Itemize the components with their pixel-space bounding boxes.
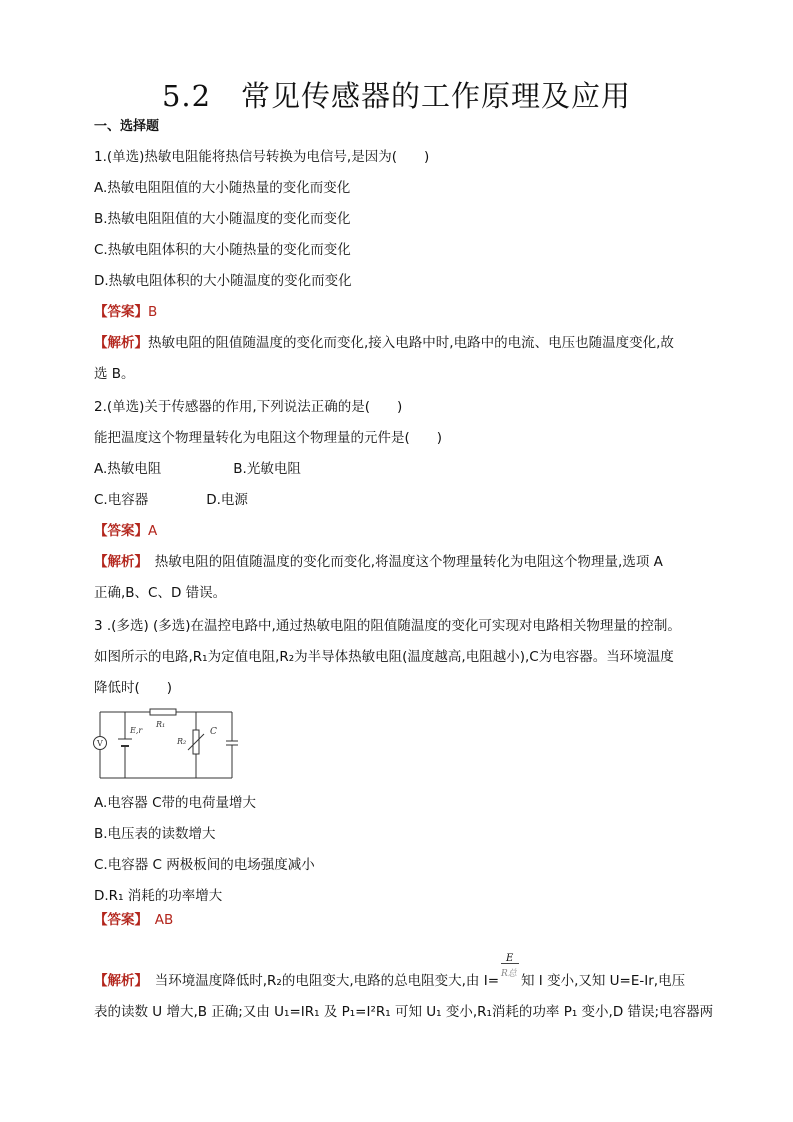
q1-option-b: B.热敏电阻阻值的大小随温度的变化而变化 [94, 211, 351, 227]
q2-stem: 2.(单选)关于传感器的作用,下列说法正确的是( ) [94, 399, 403, 415]
q2-analysis-cont: 正确,B、C、D 错误。 [94, 585, 227, 601]
q1-option-a: A.热敏电阻阻值的大小随热量的变化而变化 [94, 180, 351, 196]
answer-value: A [148, 523, 158, 539]
r1-label: R₁ [156, 720, 166, 729]
section-heading: 一、选择题 [94, 119, 160, 134]
q1-stem: 1.(单选)热敏电阻能将热信号转换为电信号,是因为( ) [94, 149, 430, 165]
q2-options-row1 [94, 460, 704, 478]
q2-options-row2 [94, 491, 704, 509]
fraction-denominator: R总 [501, 969, 517, 979]
answer-value: B [148, 304, 158, 320]
q3-option-a: A.电容器 C带的电荷量增大 [94, 795, 257, 811]
analysis-label: 【解析】 [94, 335, 148, 351]
q1-analysis-cont: 选 B。 [94, 366, 135, 382]
source-label: E,r [130, 726, 143, 735]
q1-option-c: C.热敏电阻体积的大小随热量的变化而变化 [94, 242, 351, 258]
q3-analysis-cont: 表的读数 U 增大,B 正确;又由 U₁=IR₁ 及 P₁=I²R₁ 可知 U₁ 变小,R₁消耗的功率 P₁ 变小,D 错误;电容器两 [94, 1004, 714, 1020]
q3-stem-2: 如图所示的电路,R₁为定值电阻,R₂为半导体热敏电阻(温度越高,电阻越小),C为电容器。当环境温度 [94, 649, 674, 665]
r2-label: R₂ [177, 737, 187, 746]
q2-option-c: C.电容器 [94, 492, 149, 508]
voltmeter-label: V [97, 739, 103, 748]
capacitor-label: C [210, 727, 217, 737]
q1-analysis [94, 334, 704, 352]
analysis-text-b: 知 I 变小,又知 U=E-Ir,电压 [521, 973, 686, 989]
q2-analysis [94, 553, 704, 571]
q3-answer [94, 911, 704, 929]
page-title: 5.2 常见传感器的工作原理及应用 [161, 79, 632, 113]
q3-option-d: D.R₁ 消耗的功率增大 [94, 888, 223, 904]
q1-option-d: D.热敏电阻体积的大小随温度的变化而变化 [94, 273, 352, 289]
answer-label: 【答案】 [94, 523, 148, 539]
circuit-diagram [92, 704, 238, 782]
q3-option-b: B.电压表的读数增大 [94, 826, 216, 842]
analysis-label: 【解析】 [94, 554, 142, 570]
fraction-e-over-r [499, 953, 521, 990]
analysis-text: 热敏电阻的阻值随温度的变化而变化,将温度这个物理量转化为电阻这个物理量,选项 A [141, 554, 663, 570]
answer-label: 【答案】 [94, 304, 148, 320]
q2-stem2: 能把温度这个物理量转化为电阻这个物理量的元件是( ) [94, 430, 443, 446]
analysis-text: 热敏电阻的阻值随温度的变化而变化,接入电路中时,电路中的电流、电压也随温度变化,故 [148, 335, 674, 351]
analysis-label: 【解析】 [94, 973, 142, 989]
analysis-text-a: 当环境温度降低时,R₂的电阻变大,电路的总电阻变大,由 I= [141, 973, 499, 989]
q3-option-c: C.电容器 C 两极板间的电场强度减小 [94, 857, 315, 873]
q3-stem-3: 降低时( ) [94, 680, 173, 696]
q2-option-a: A.热敏电阻 [94, 461, 162, 477]
q3-stem-1: 3 .(多选) (多选)在温控电路中,通过热敏电阻的阻值随温度的变化可实现对电路相关物理量的控制。 [94, 618, 681, 634]
fraction-numerator: E [506, 953, 514, 964]
q3-analysis [94, 953, 704, 990]
q2-option-b: B.光敏电阻 [233, 461, 301, 477]
answer-value: AB [141, 912, 174, 928]
q2-option-d: D.电源 [206, 492, 248, 508]
q1-answer [94, 303, 704, 321]
answer-label: 【答案】 [94, 912, 142, 928]
q2-answer [94, 522, 704, 540]
